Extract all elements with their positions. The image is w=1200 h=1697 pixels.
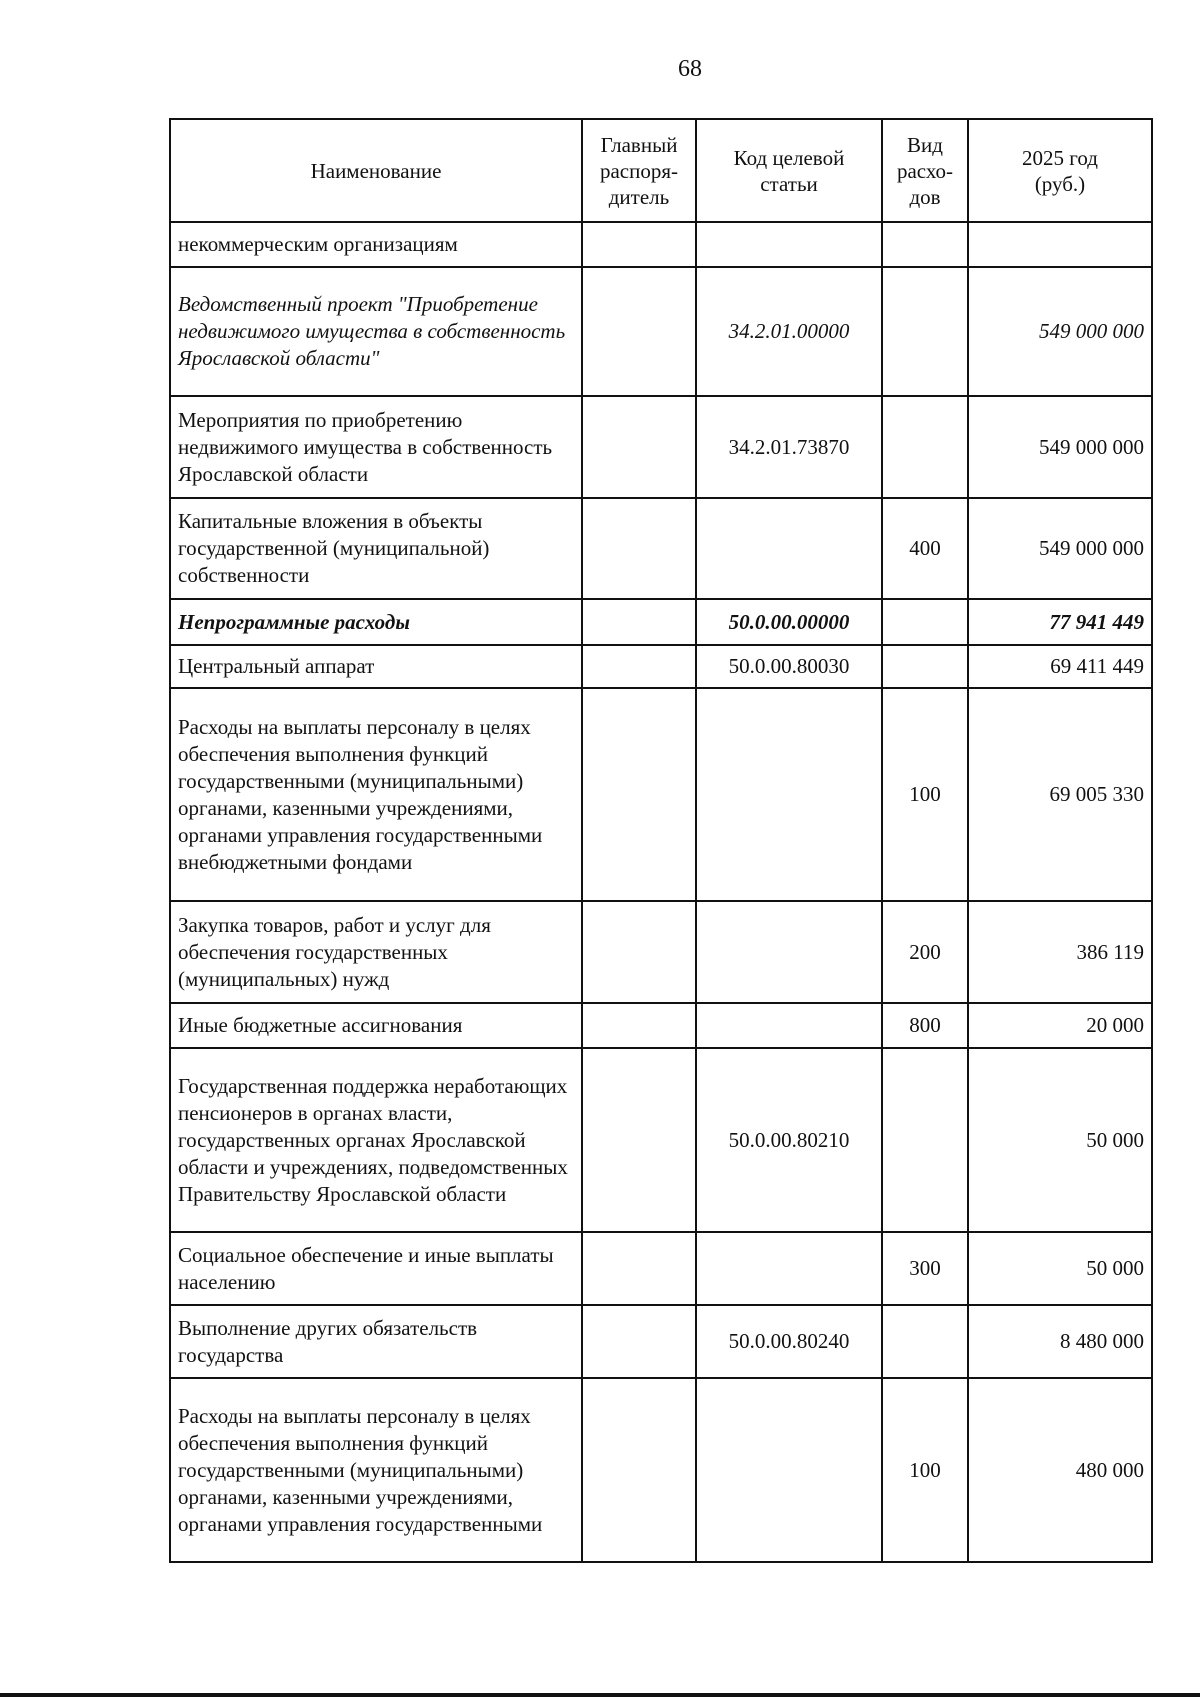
cell-type: 400 — [882, 498, 968, 599]
cell-name: Мероприятия по приобретению недвижимого имущества в собственность Ярославской области — [170, 396, 582, 498]
cell-sum: 77 941 449 — [968, 599, 1152, 645]
table-row — [170, 1378, 1152, 1562]
cell-code: 50.0.00.80030 — [696, 645, 882, 688]
cell-sum: 50 000 — [968, 1232, 1152, 1305]
cell-manager — [582, 1305, 696, 1378]
table-row — [170, 645, 1152, 688]
cell-name: некоммерческим организациям — [170, 222, 582, 267]
table-row — [170, 222, 1152, 267]
cell-name: Выполнение других обязательств государства — [170, 1305, 582, 1378]
cell-type: 200 — [882, 901, 968, 1003]
cell-name: Ведомственный проект "Приобретение недвижимого имущества в собственность Ярославской области" — [170, 267, 582, 396]
header-type: Вид расхо- дов — [882, 119, 968, 222]
cell-type: 100 — [882, 1378, 968, 1562]
cell-name: Закупка товаров, работ и услуг для обеспечения государственных (муниципальных) нужд — [170, 901, 582, 1003]
cell-name: Центральный аппарат — [170, 645, 582, 688]
cell-type — [882, 1305, 968, 1378]
cell-type: 100 — [882, 688, 968, 901]
cell-sum — [968, 222, 1152, 267]
cell-sum: 8 480 000 — [968, 1305, 1152, 1378]
table-row — [170, 599, 1152, 645]
table-row — [170, 1232, 1152, 1305]
cell-code — [696, 1003, 882, 1048]
cell-manager — [582, 1378, 696, 1562]
table-row — [170, 688, 1152, 901]
cell-name: Иные бюджетные ассигнования — [170, 1003, 582, 1048]
cell-manager — [582, 1003, 696, 1048]
header-code: Код целевой статьи — [696, 119, 882, 222]
cell-manager — [582, 645, 696, 688]
table-row — [170, 498, 1152, 599]
cell-type — [882, 1048, 968, 1232]
cell-manager — [582, 1048, 696, 1232]
bottom-rule — [0, 1693, 1200, 1697]
page-number: 68 — [678, 56, 702, 82]
cell-code — [696, 222, 882, 267]
table-row — [170, 901, 1152, 1003]
cell-code: 50.0.00.00000 — [696, 599, 882, 645]
cell-sum: 50 000 — [968, 1048, 1152, 1232]
cell-sum: 549 000 000 — [968, 267, 1152, 396]
cell-name: Социальное обеспечение и иные выплаты населению — [170, 1232, 582, 1305]
header-sum: 2025 год (руб.) — [968, 119, 1152, 222]
cell-manager — [582, 1232, 696, 1305]
cell-name: Расходы на выплаты персоналу в целях обеспечения выполнения функций государственными (муниципальными) органами, казенными учреждениями, органами управления государственными — [170, 1378, 582, 1562]
cell-code: 34.2.01.00000 — [696, 267, 882, 396]
cell-type: 300 — [882, 1232, 968, 1305]
table-row — [170, 396, 1152, 498]
table-body — [170, 222, 1152, 1562]
cell-manager — [582, 267, 696, 396]
table-row — [170, 1305, 1152, 1378]
cell-manager — [582, 498, 696, 599]
cell-code — [696, 1232, 882, 1305]
table-row — [170, 1048, 1152, 1232]
table-header — [170, 119, 1152, 222]
cell-code — [696, 688, 882, 901]
cell-type: 800 — [882, 1003, 968, 1048]
table-row — [170, 1003, 1152, 1048]
cell-code — [696, 901, 882, 1003]
cell-type — [882, 396, 968, 498]
cell-name: Государственная поддержка неработающих пенсионеров в органах власти, государственных органах Ярославской области и учреждениях, подведомственных Правительству Ярославской области — [170, 1048, 582, 1232]
cell-sum: 480 000 — [968, 1378, 1152, 1562]
cell-manager — [582, 222, 696, 267]
budget-table — [169, 118, 1153, 1563]
cell-sum: 386 119 — [968, 901, 1152, 1003]
cell-code: 50.0.00.80240 — [696, 1305, 882, 1378]
header-name: Наименование — [170, 119, 582, 222]
cell-code — [696, 498, 882, 599]
cell-code: 50.0.00.80210 — [696, 1048, 882, 1232]
header-manager: Главный распоря- дитель — [582, 119, 696, 222]
cell-manager — [582, 599, 696, 645]
cell-sum: 20 000 — [968, 1003, 1152, 1048]
cell-code: 34.2.01.73870 — [696, 396, 882, 498]
cell-name: Капитальные вложения в объекты государственной (муниципальной) собственности — [170, 498, 582, 599]
cell-name: Расходы на выплаты персоналу в целях обеспечения выполнения функций государственными (муниципальными) органами, казенными учреждениями, органами управления государственными внебюджетными фондами — [170, 688, 582, 901]
cell-manager — [582, 396, 696, 498]
cell-manager — [582, 901, 696, 1003]
cell-manager — [582, 688, 696, 901]
cell-sum: 549 000 000 — [968, 498, 1152, 599]
cell-type — [882, 222, 968, 267]
cell-sum: 549 000 000 — [968, 396, 1152, 498]
cell-name: Непрограммные расходы — [170, 599, 582, 645]
cell-type — [882, 599, 968, 645]
cell-sum: 69 411 449 — [968, 645, 1152, 688]
cell-code — [696, 1378, 882, 1562]
cell-type — [882, 645, 968, 688]
table-row — [170, 267, 1152, 396]
cell-type — [882, 267, 968, 396]
cell-sum: 69 005 330 — [968, 688, 1152, 901]
